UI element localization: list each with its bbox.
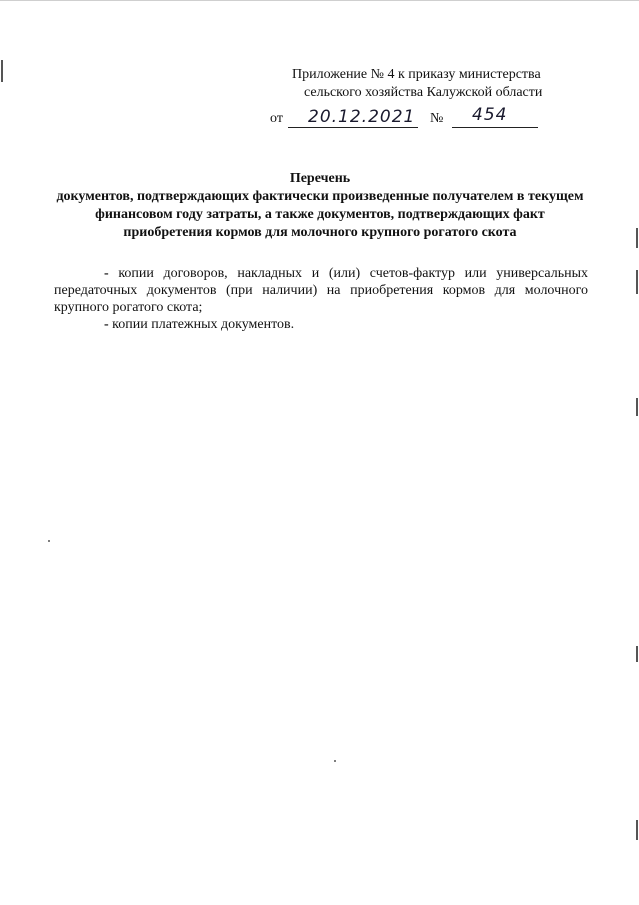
scan-edge-mark xyxy=(636,820,638,840)
scan-edge-mark xyxy=(636,228,638,248)
number-underline xyxy=(452,127,538,128)
list-item-text: копии договоров, накладных и (или) счетов-фактур или универсальных передаточных документов (при наличии) на приобретения кормов для молочного крупного рогатого скота; xyxy=(54,266,588,315)
number-label: № xyxy=(430,111,444,126)
handwritten-number: 454 xyxy=(472,105,508,125)
title-line: финансовом году затраты, а также документов, подтверждающих факт xyxy=(95,207,545,222)
list-dash: - xyxy=(104,317,109,332)
title-heading: Перечень xyxy=(289,171,351,186)
date-label: от xyxy=(270,111,283,126)
list-item xyxy=(54,316,588,333)
list-item xyxy=(54,265,588,316)
list-item-text: копии платежных документов. xyxy=(112,317,295,332)
title-line: приобретения кормов для молочного крупного рогатого скота xyxy=(123,225,517,240)
scan-edge-mark xyxy=(636,270,638,294)
scan-speck xyxy=(48,540,50,542)
document-list xyxy=(54,265,588,333)
title-line: документов, подтверждающих фактически произведенные получателем в текущем xyxy=(56,189,584,204)
scan-edge-mark xyxy=(636,646,638,662)
annex-reference-line1: Приложение № 4 к приказу министерства xyxy=(292,67,541,82)
scan-edge-mark xyxy=(1,60,3,82)
annex-reference-line2: сельского хозяйства Калужской области xyxy=(304,85,543,100)
scan-edge-mark xyxy=(636,398,638,416)
list-dash: - xyxy=(104,266,109,281)
scan-speck xyxy=(334,760,336,762)
document-title xyxy=(40,170,600,242)
handwritten-date: 20.12.2021 xyxy=(308,107,416,127)
scan-top-edge xyxy=(0,0,639,1)
